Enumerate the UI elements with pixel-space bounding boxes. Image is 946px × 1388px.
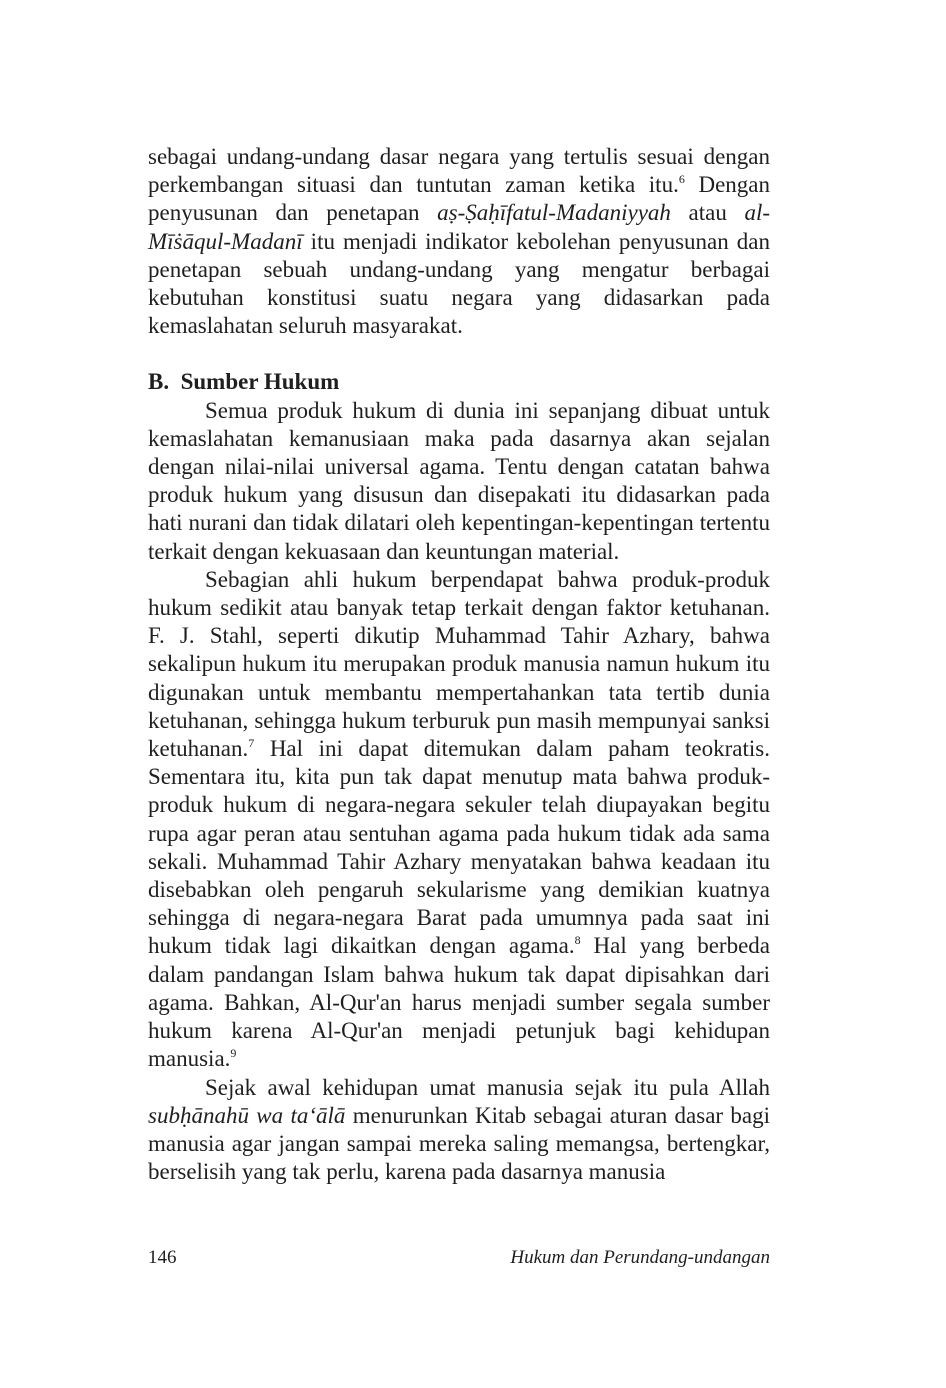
footnote-ref-6: 6	[678, 172, 685, 187]
footnote-ref-7: 7	[248, 736, 255, 751]
page-body	[148, 143, 770, 1186]
page-number: 146	[148, 1247, 177, 1268]
paragraph-1: Semua produk hukum di dunia ini sepanjang dibuat untuk kemaslahatan kemanusiaan maka pada dasarnya akan sejalan dengan nilai-nilai universal agama. Tentu dengan catatan bahwa produk hukum yang disusun dan disepakati itu didasarkan pada hati nurani dan tidak dilatari oleh kepentingan-kepentingan tertentu terkait dengan kekuasaan dan keuntungan material.	[148, 397, 770, 564]
paragraph-3: Sejak awal kehidupan umat manusia sejak itu pula Allah subḥānahū wa ta‘ālā menurunkan Kitab sebagai aturan dasar bagi manusia agar jangan sampai mereka saling memangsa, bertengkar, berselisih yang tak perlu, karena pada dasarnya manusia	[148, 1074, 771, 1185]
footnote-ref-8: 8	[574, 933, 581, 948]
term-misaqul-madani: al-Mīṡāqul-Madanī	[148, 200, 770, 254]
running-title: Hukum dan Perundang-undangan	[510, 1247, 770, 1268]
paragraph-intro: sebagai undang-undang dasar negara yang tertulis sesuai dengan perkembangan situasi dan tuntutan zaman ketika itu.$^6$ Dengan penyusunan dan penetapan aṣ-Ṣaḥīfatul-Madaniyyah atau al-Mīṡāqul-Madanī itu menjadi indikator kebolehan penyusunan dan penetapan sebuah undang-undang yang mengatur berbagai kebutuhan konstitusi suatu negara yang didasarkan pada kemaslahatan seluruh masyarakat.	[148, 144, 770, 339]
section-heading: B. Sumber Hukum	[148, 369, 340, 395]
footnote-ref-9: 9	[230, 1046, 237, 1061]
term-subhanahu: subḥānahū wa ta‘ālā	[148, 1102, 346, 1128]
term-sahifatul-madaniyyah: aṣ-Ṣaḥīfatul-Madaniyyah	[437, 200, 671, 226]
paragraph-2: Sebagian ahli hukum berpendapat bahwa produk-produk hukum sedikit atau banyak tetap terkait dengan faktor ketuhanan. F. J. Stahl, seperti dikutip Muhammad Tahir Azhary, bahwa sekalipun hukum itu merupakan produk manusia namun hukum itu digunakan untuk membantu mempertahankan tata tertib dunia ketuhanan, sehingga hukum terburuk pun masih mempunyai sanksi ketuhanan.$^7$ Hal ini dapat ditemukan dalam paham teokratis. Sementara itu, kita pun tak dapat menutup mata bahwa produk-produk hukum di negara-negara sekuler telah diupayakan begitu rupa agar peran atau sentuhan agama pada hukum tidak ada sama sekali. Muhammad Tahir Azhary menyatakan bahwa keadaan itu disebabkan oleh pengaruh sekularisme yang demikian kuatnya sehingga di negara-negara Barat pada umumnya pada saat ini hukum tidak lagi dikaitkan dengan agama.$^8$ Hal yang berbeda dalam pandangan Islam bahwa hukum tak dapat dipisahkan dari agama. Bahkan, Al-Qur'an harus menjadi sumber segala sumber hukum karena Al-Qur'an menjadi petunjuk bagi kehidupan manusia.$^9$	[148, 566, 771, 1072]
section-gap	[148, 340, 770, 368]
